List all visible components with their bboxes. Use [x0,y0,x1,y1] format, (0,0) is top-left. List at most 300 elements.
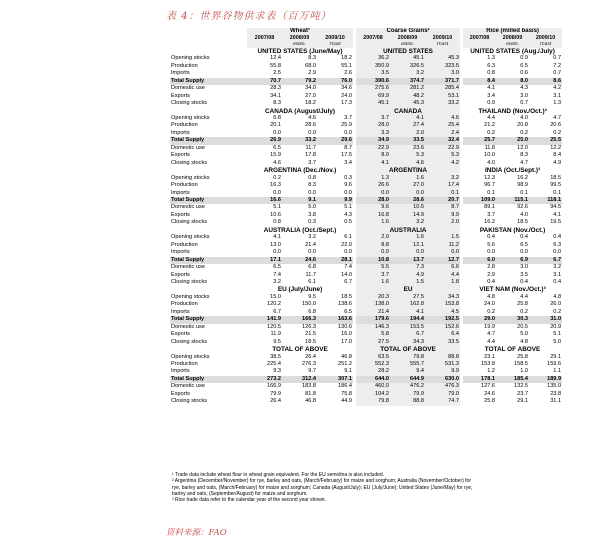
value-cell: 178.1 [463,376,496,383]
value-cell: 9.9 [317,197,353,204]
value-cell: 11.2 [425,242,460,249]
table-row [170,130,562,137]
estimate-header: f'cast [317,42,353,48]
value-cell: 16.2 [484,219,496,226]
value-cell: 28.2 [356,368,390,375]
value-cell: 3.2 [390,219,425,226]
value-cell: 4.1 [356,160,390,167]
value-cell: 14.0 [341,271,353,278]
row-label: Domestic use [171,85,205,92]
value-cell: 4.1 [273,234,281,241]
table-row [170,115,562,122]
value-cell: 4.1 [390,115,425,122]
table-row [170,301,562,308]
value-cell: 2.0 [390,130,425,137]
value-cell: 115.1 [496,197,529,204]
value-cell: 33.5 [390,137,425,144]
value-cell: 3.7 [356,272,390,279]
value-cell: 0.8 [308,174,316,181]
value-cell: 53.1 [425,93,460,100]
value-cell: 192.5 [425,316,460,323]
value-cell: 18.5 [341,293,353,300]
value-cell: 6.5 [344,308,353,315]
column-group-header: Coarse Grains² [356,28,460,35]
row-label: Closing stocks [171,159,208,166]
year-header: 2009/10 [425,35,460,42]
value-cell: 30.3 [496,316,529,323]
value-cell: 5.0 [553,338,562,345]
table-row [170,264,562,271]
row-label: Imports [171,249,190,256]
value-cell: 0.0 [273,129,281,136]
value-cell: 8.3 [520,152,529,159]
value-cell: 25.0 [496,137,529,144]
value-cell: 6.1 [308,279,316,285]
value-cell: 4.3 [344,211,353,218]
value-cell: 1.2 [487,368,496,375]
value-cell: 152.6 [425,324,460,331]
table-row [170,175,562,182]
header-blank [170,28,247,35]
value-cell: 0.8 [273,219,281,226]
section-header-row [170,167,562,174]
value-cell: 0.0 [344,189,353,196]
value-cell: 552.3 [356,361,390,368]
value-cell: 6.8 [273,115,281,122]
value-cell: 644.0 [356,376,390,383]
value-cell: 17.5 [341,152,353,159]
value-cell: 150.0 [302,301,316,308]
value-cell: 4.8 [553,293,562,300]
value-cell: 0.0 [425,249,460,256]
value-cell: 25.4 [425,122,460,129]
value-cell: 4.6 [273,159,281,166]
value-cell: 0.2 [520,308,529,315]
value-cell: 79.9 [270,390,281,397]
value-cell: 9.1 [282,197,317,204]
value-cell: 8.8 [356,242,390,249]
value-cell: 1.8 [425,279,460,286]
value-cell: 6.5 [273,264,281,271]
value-cell: 104.2 [356,391,390,398]
value-cell: 3.4 [344,159,353,166]
value-cell: 0.0 [390,190,425,197]
value-cell: 4.4 [487,115,496,122]
value-cell: 2.0 [425,219,460,226]
value-cell: 4.2 [553,85,562,92]
value-cell: 16.0 [341,331,353,338]
country-header: UNITED STATES (Aug./July) [463,48,562,55]
row-label: Opening stocks [171,293,210,300]
table-row [170,361,562,368]
value-cell: 3.2 [390,70,425,77]
value-cell: 2.5 [273,70,281,77]
row-label: Total Supply [170,78,247,85]
value-cell: 38.5 [270,353,281,360]
table-row [170,204,562,211]
value-cell: 4.6 [308,115,316,122]
value-cell: 141.9 [247,316,282,323]
value-cell: 28.0 [356,122,390,129]
value-cell: 75.8 [341,390,353,397]
value-cell: 4.5 [425,309,460,316]
value-cell: 17.0 [341,338,353,345]
value-cell: 0.4 [520,279,529,285]
value-cell: 9.3 [273,368,281,375]
value-cell: 29.1 [550,353,562,360]
value-cell: 4.0 [487,159,496,166]
value-cell: 0.3 [344,174,353,181]
value-cell: 1.6 [390,175,425,182]
value-cell: 12.2 [550,144,562,151]
value-cell: 0.1 [553,189,562,196]
value-cell: 33.2 [425,100,460,107]
table-row [170,85,562,92]
value-cell: 1.1 [553,368,562,375]
table-row [170,354,562,361]
value-cell: 138.6 [338,301,353,308]
value-cell: 4.7 [553,115,562,122]
value-cell: 36.2 [356,55,390,62]
value-cell: 16.2 [517,174,529,181]
row-label: Imports [171,308,190,315]
table-row [170,383,562,390]
column-group-header: Rice (milled basis) [463,28,562,35]
value-cell: 79.0 [425,391,460,398]
value-cell: 24.6 [484,390,496,397]
row-label: Exports [171,152,190,159]
value-cell: 3.5 [520,271,529,278]
value-cell: 34.6 [341,85,353,92]
value-cell: 0.1 [425,190,460,197]
value-cell: 11.7 [305,271,316,278]
value-cell: 8.6 [529,78,562,85]
value-cell: 0.2 [487,129,496,136]
table-row [170,160,562,167]
value-cell: 3.7 [356,115,390,122]
value-cell: 531.3 [425,361,460,368]
value-cell: 68.0 [305,62,316,69]
value-cell: 476.2 [390,383,425,390]
value-cell: 88.8 [425,354,460,361]
value-cell: 12.3 [484,174,496,181]
value-cell: 22.9 [356,145,390,152]
value-cell: 22.0 [341,241,353,248]
table-row [170,309,562,316]
value-cell: 0.0 [390,249,425,256]
value-cell: 4.7 [487,331,496,338]
value-cell: 276.3 [302,360,316,367]
value-cell: 20.8 [517,122,529,129]
year-header: 2009/10 [317,35,353,42]
supply-demand-table [170,28,562,468]
value-cell: 27.5 [390,294,425,301]
value-cell: 8.7 [344,144,353,151]
value-cell: 390.6 [356,78,390,85]
value-cell: 374.7 [390,78,425,85]
row-label: Production [171,241,198,248]
value-cell: 8.0 [496,78,529,85]
value-cell: 11.9 [270,331,281,338]
row-label: Closing stocks [171,398,208,405]
value-cell: 5.3 [390,152,425,159]
value-cell: 0.1 [520,189,529,196]
value-cell: 312.4 [282,376,317,383]
value-cell: 46.8 [341,353,353,360]
value-cell: 1.6 [390,234,425,241]
year-header: 2008/09 [496,35,529,42]
value-cell: 25.7 [463,137,496,144]
value-cell: 4.1 [553,211,562,218]
value-cell: 163.6 [317,316,353,323]
value-cell: 6.3 [487,62,496,69]
value-cell: 0.0 [487,249,496,256]
value-cell: 79.9 [390,391,425,398]
value-cell: 0.0 [273,249,281,256]
value-cell: 12.7 [425,257,460,264]
value-cell: 32.4 [425,137,460,144]
country-header: THAILAND (Nov./Oct.)³ [463,108,562,115]
value-cell: 9.9 [425,212,460,219]
value-cell: 1.3 [356,175,390,182]
table-row [170,294,562,301]
value-cell: 20.3 [356,294,390,301]
country-header: EU (July/June) [247,286,353,293]
estimate-header: estim. [282,42,317,48]
value-cell: 3.7 [344,115,353,122]
value-cell: 25.8 [484,398,496,405]
value-cell: 89.1 [484,204,496,211]
value-cell: 7.4 [273,271,281,278]
value-cell: 159.6 [547,360,562,367]
value-cell: 0.8 [487,70,496,77]
table-row [170,212,562,219]
value-cell: 166.3 [282,316,317,323]
value-cell: 189.9 [529,376,562,383]
value-cell: 10.0 [484,152,496,159]
row-label: Closing stocks [171,279,208,285]
row-label: Exports [171,92,190,99]
value-cell: 6.8 [308,308,316,315]
country-header: ARGENTINA (Dec./Nov.) [247,167,353,174]
table-row [170,391,562,398]
value-cell: 350.9 [356,63,390,70]
value-cell: 21.4 [305,241,316,248]
country-header: AUSTRALIA [356,227,460,234]
table-row [170,100,562,107]
value-cell: 6.7 [273,308,281,315]
value-cell: 0.4 [487,279,496,285]
value-cell: 7.3 [390,264,425,271]
value-cell: 0.6 [520,70,529,77]
value-cell: 9.1 [344,368,353,375]
value-cell: 127.6 [481,383,496,390]
value-cell: 17.3 [341,100,353,107]
value-cell: 19.9 [484,323,496,330]
value-cell: 120.2 [267,301,281,308]
value-cell: 0.2 [553,308,562,315]
value-cell: 4.6 [425,115,460,122]
country-header: TOTAL OF ABOVE [356,346,460,353]
value-cell: 0.4 [520,234,529,241]
value-cell: 13.0 [270,241,281,248]
section-header-row [170,108,562,115]
value-cell: 0.0 [344,129,353,136]
value-cell: 9.4 [390,368,425,375]
value-cell: 81.8 [305,390,316,397]
value-cell: 12.4 [270,55,281,62]
value-cell: 9.5 [308,293,316,300]
value-cell: 1.5 [390,279,425,286]
estimate-header: estim. [390,42,425,48]
value-cell: 185.4 [496,376,529,383]
value-cell: 0.7 [520,100,529,107]
value-cell: 179.6 [356,316,390,323]
value-cell: 45.3 [425,55,460,62]
table-row [170,339,562,346]
value-cell: 0.0 [308,189,316,196]
value-cell: 18.2 [305,100,316,107]
section-header-row [170,346,562,353]
value-cell: 0.1 [487,189,496,196]
row-label: Opening stocks [171,174,210,181]
country-header: PAKISTAN (Nov./Oct.) [463,227,562,234]
table-row [170,219,562,226]
table-row [170,182,562,189]
value-cell: 15.9 [270,152,281,159]
value-cell: 6.4 [425,331,460,338]
value-cell: 18.5 [305,338,316,345]
value-cell: 2.0 [356,234,390,241]
value-cell: 20.9 [550,323,562,330]
table-row [170,272,562,279]
value-cell: 4.0 [520,115,529,122]
value-cell: 6.8 [308,264,316,271]
row-label: Production [171,182,198,189]
value-cell: 29.0 [463,316,496,323]
row-label: Closing stocks [171,219,208,226]
value-cell: 285.4 [425,85,460,92]
country-header: AUSTRALIA (Oct./Sept.) [247,227,353,234]
value-cell: 24.0 [341,92,353,99]
value-cell: 16.3 [270,182,281,189]
value-cell: 162.8 [390,301,425,308]
value-cell: 34.0 [305,85,316,92]
value-cell: 3.1 [553,92,562,99]
value-cell: 0.4 [487,234,496,241]
value-cell: 1.6 [356,279,390,286]
country-header: ARGENTINA [356,167,460,174]
value-cell: 3.2 [425,175,460,182]
header-blank [170,48,247,55]
footnote: ¹ Trade data include wheat flour in wheat grain equivalent. For the EU semolina is also included. [172,472,385,478]
header-blank [170,346,247,353]
table-row [170,331,562,338]
value-cell: 5.5 [356,264,390,271]
value-cell: 63.5 [356,354,390,361]
year-header: 2007/08 [463,35,496,42]
value-cell: 4.4 [487,338,496,345]
year-header: 2008/09 [282,35,317,42]
year-header: 2007/08 [356,35,390,42]
value-cell: 2.9 [308,70,316,77]
value-cell: 45.3 [390,100,425,107]
value-cell: 0.4 [553,234,562,241]
value-cell: 17.8 [305,152,316,159]
value-cell: 26.9 [247,137,282,144]
country-header: CANADA (August/July) [247,108,353,115]
value-cell: 8.4 [553,152,562,159]
value-cell: 4.8 [520,338,529,345]
value-cell: 6.5 [520,62,529,69]
row-label: Total Supply [170,257,247,264]
footnotes [172,472,564,503]
value-cell: 3.0 [520,264,529,271]
year-header: 2007/08 [247,35,282,42]
value-cell: 48.2 [390,93,425,100]
value-cell: 9.7 [308,368,316,375]
value-cell: 138.0 [356,301,390,308]
value-cell: 0.0 [553,249,562,256]
value-cell: 6.7 [390,331,425,338]
value-cell: 4.9 [553,159,562,166]
value-cell: 9.6 [356,204,390,211]
value-cell: 16.8 [356,212,390,219]
value-cell: 3.7 [487,211,496,218]
value-cell: 130.6 [338,323,353,330]
value-cell: 8.7 [425,204,460,211]
value-cell: 158.5 [514,360,529,367]
header-blank [170,227,247,234]
value-cell: 0.0 [344,249,353,256]
value-cell: 34.9 [356,137,390,144]
table-row [170,70,562,77]
value-cell: 23.1 [484,353,496,360]
table-row [170,279,562,286]
value-cell: 3.1 [553,271,562,278]
value-cell: 3.0 [425,70,460,77]
value-cell: 5.1 [553,331,562,338]
value-cell: 273.2 [247,376,282,383]
value-cell: 44.9 [341,398,353,405]
value-cell: 7.2 [553,62,562,69]
header-blank [170,286,247,293]
value-cell: 3.2 [553,264,562,271]
total-supply-row [170,316,562,323]
row-label: Domestic use [171,144,205,151]
row-label: Closing stocks [171,338,208,345]
table-row [170,152,562,159]
value-cell: 3.5 [356,70,390,77]
value-cell: 9.5 [273,338,281,345]
header-group-row [170,28,562,35]
value-cell: 34.3 [390,339,425,346]
value-cell: 76.0 [317,78,353,85]
value-cell: 4.3 [520,85,529,92]
value-cell: 6.6 [425,264,460,271]
country-header: CANADA [356,108,460,115]
estimate-header: estim. [496,42,529,48]
row-label: Production [171,122,198,129]
value-cell: 4.1 [390,309,425,316]
value-cell: 92.6 [517,204,529,211]
value-cell: 79.2 [282,78,317,85]
value-cell: 9.6 [344,182,353,189]
value-cell: 4.2 [425,160,460,167]
value-cell: 5.0 [308,204,316,211]
value-cell: 9.9 [425,368,460,375]
value-cell: 4.8 [487,293,496,300]
